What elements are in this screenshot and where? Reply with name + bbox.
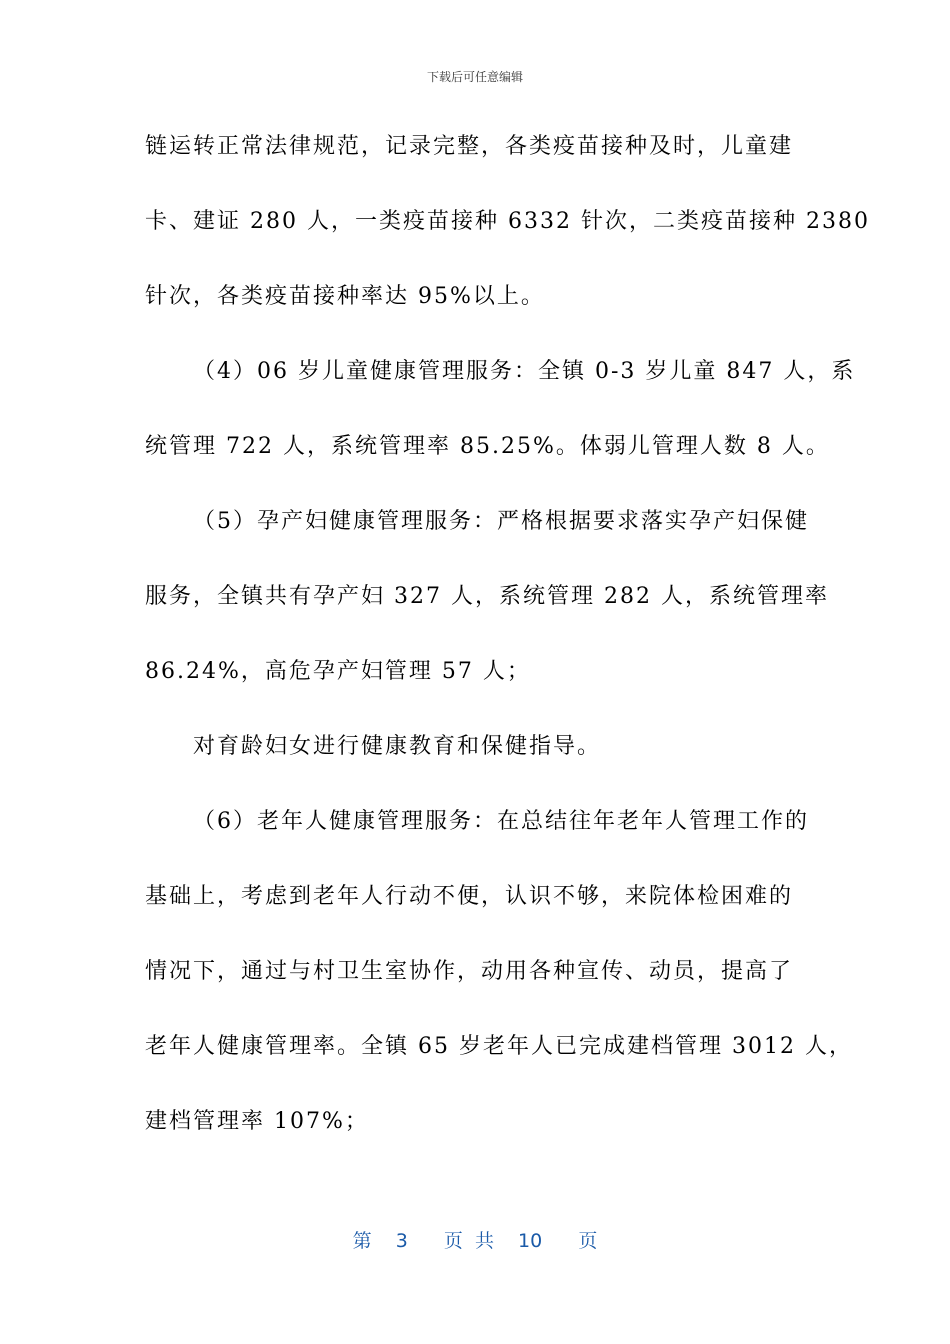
body-line: 服务，全镇共有孕产妇 327 人，系统管理 282 人，系统管理率	[145, 584, 829, 609]
body-line: 86.24%，高危孕产妇管理 57 人；	[145, 659, 531, 684]
page-number-footer: 第 3 页 共 10 页	[352, 1230, 598, 1252]
body-line: 老年人健康管理率。全镇 65 岁老年人已完成建档管理 3012 人，	[145, 1034, 853, 1059]
header-note: 下载后可任意编辑	[426, 70, 523, 84]
body-line: 情况下，通过与村卫生室协作，动用各种宣传、动员，提高了	[145, 959, 794, 984]
body-line: 针次，各类疫苗接种率达 95%以上。	[145, 284, 545, 309]
body-line: （4）06 岁儿童健康管理服务：全镇 0-3 岁儿童 847 人，系	[193, 359, 856, 384]
body-line: 统管理 722 人，系统管理率 85.25%。体弱儿管理人数 8 人。	[145, 434, 830, 459]
document-body	[145, 118, 870, 1168]
body-line: 基础上，考虑到老年人行动不便，认识不够，来院体检困难的	[145, 884, 794, 909]
body-line: 链运转正常法律规范，记录完整，各类疫苗接种及时，儿童建	[145, 134, 794, 159]
body-line: 建档管理率 107%；	[145, 1109, 369, 1134]
body-line: 卡、建证 280 人，一类疫苗接种 6332 针次，二类疫苗接种 2380	[145, 209, 870, 234]
body-line: （5）孕产妇健康管理服务：严格根据要求落实孕产妇保健	[193, 509, 809, 534]
body-line: 对育龄妇女进行健康教育和保健指导。	[193, 734, 602, 759]
body-line: （6）老年人健康管理服务：在总结往年老年人管理工作的	[193, 809, 809, 834]
